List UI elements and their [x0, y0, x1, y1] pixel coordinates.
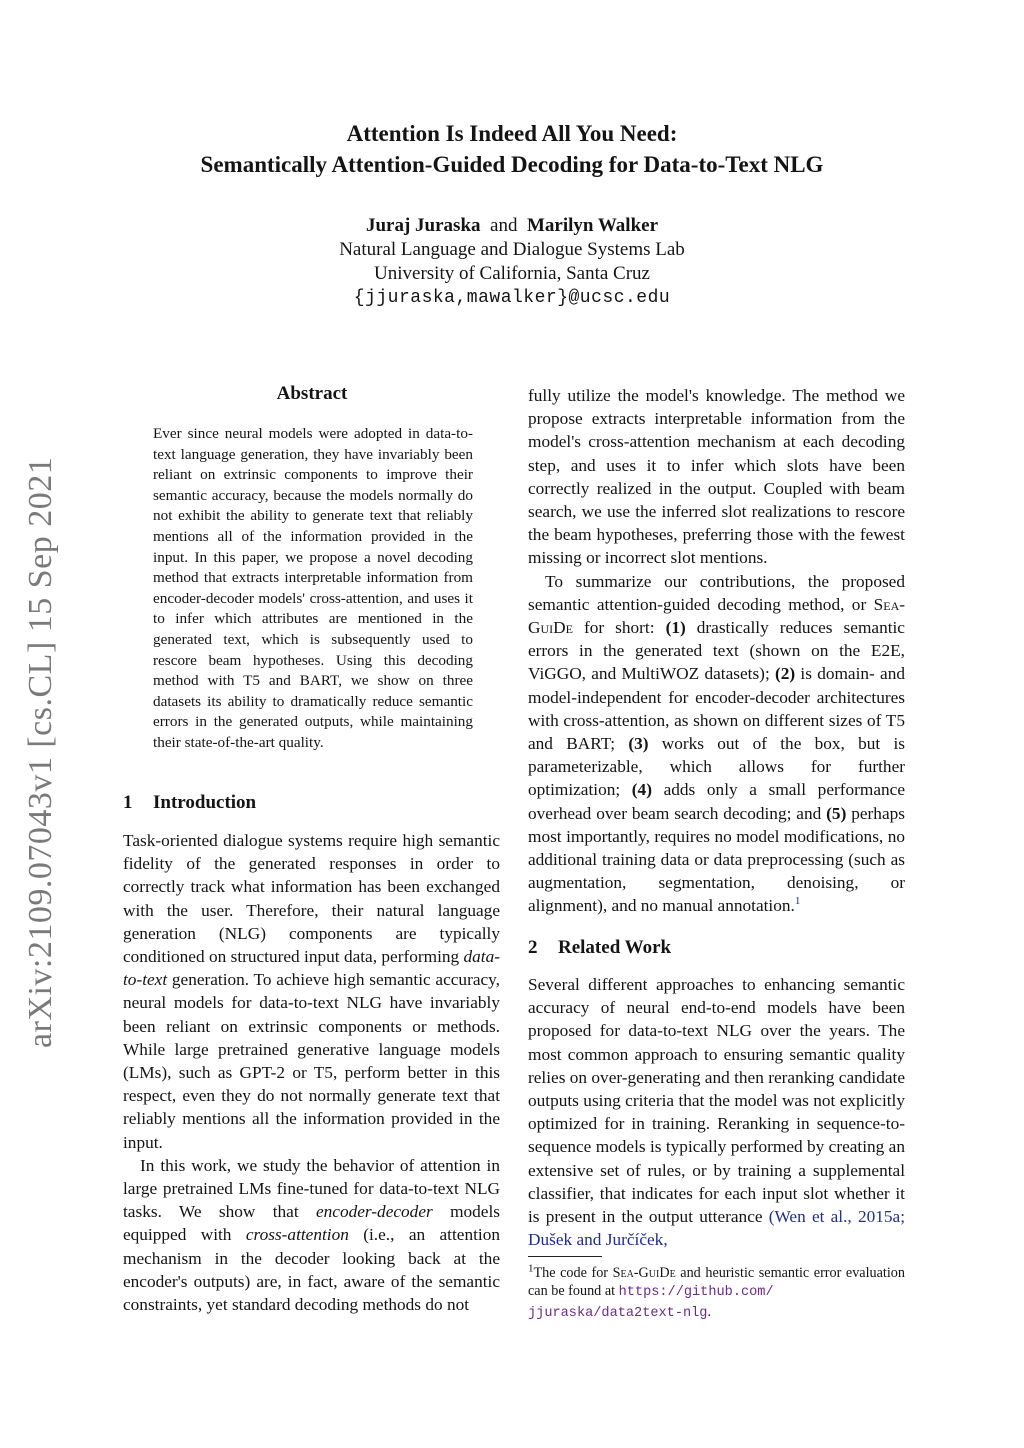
emphasis: cross-attention	[245, 1225, 349, 1245]
contribution-number: (5)	[826, 803, 847, 823]
intro-paragraph-contributions	[528, 570, 905, 918]
author-names	[0, 214, 1024, 238]
text-run: and heuristic semantic error evaluation can be found at	[528, 1265, 905, 1300]
affiliation: Natural Language and Dialogue Systems Lab	[339, 239, 685, 260]
method-name: Sea-GuiDe	[612, 1265, 676, 1281]
section-title: Related Work	[558, 937, 672, 958]
footnote-divider	[528, 1256, 602, 1257]
title-line-1: Attention Is Indeed All You Need:	[346, 121, 678, 146]
author-block	[0, 214, 1024, 310]
footnote-marker-link[interactable]: 1	[794, 895, 801, 908]
intro-left-column	[123, 829, 500, 1316]
contribution-number: (4)	[631, 780, 652, 800]
author-email: {jjuraska,mawalker}@ucsc.edu	[353, 288, 671, 308]
text-run: The code for	[533, 1265, 613, 1281]
text-run: Several different approaches to enhancing semantic accuracy of neural end-to-end models have been proposed for data-to-text NLG over the years. The most common approach to ensuring semantic quality relies on over-generating and then reranking candidate outputs using criteria that the model was not explicitly optimized for in training. Reranking in sequence-to-sequence models is typically performed by creating an extensive set of rules, or by training a supplemental classifier, that indicates for each input slot whether it is present in the output utterance	[528, 975, 905, 1227]
text-run: Task-oriented dialogue systems require high semantic fidelity of the generated responses in order to correctly track what information has been exchanged with the user. Therefore, their natural language generation (NLG) components are typically conditioned on structured input data, performing	[123, 831, 500, 967]
text-run: generation. To achieve high semantic accuracy, neural models for data-to-text NLG have invariably been reliant on extrinsic components or methods. While large pretrained generative language models (LMs), such as GPT-2 or T5, perform better in this respect, even they do not normally generate text that reliably mentions all the information provided in the input.	[123, 970, 500, 1152]
citation-link[interactable]: (Wen et al., 2015a; Dušek and Jurčíček,	[528, 1207, 905, 1250]
contribution-number: (1)	[665, 618, 686, 638]
abstract-body: Ever since neural models were adopted in data-to-text language generation, they have invariably been reliant on extrinsic components to improve their semantic accuracy, because the models normally do not exhibit the ability to generate text that reliably mentions all of the information provided in the input. In this paper, we propose a novel decoding method that extracts interpretable information from encoder-decoder models' cross-attention, and uses it to infer which attributes are mentioned in the generated text, which is subsequently used to rescore beam hypotheses. Using this decoding method with T5 and BART, we show on three datasets its ability to dramatically reduce semantic errors in the generated outputs, while maintaining their state-of-the-art quality.	[153, 425, 473, 751]
author-1: Juraj Juraska	[365, 215, 481, 236]
section-heading-introduction	[123, 792, 256, 814]
related-paragraph-1	[528, 973, 905, 1251]
intro-paragraph-1	[123, 829, 500, 1154]
university: University of California, Santa Cruz	[374, 263, 650, 284]
author-and: and	[490, 215, 518, 236]
text-run: .	[707, 1303, 712, 1320]
contribution-number: (3)	[628, 734, 649, 754]
text-run: is domain- and model-independent for encoder-decoder architectures with cross-attention, as shown on different sizes of T5 and BART;	[528, 664, 905, 754]
section-title: Introduction	[153, 792, 257, 813]
contribution-number: (2)	[775, 664, 796, 684]
related-work-column	[528, 973, 905, 1251]
paper-title	[0, 118, 1024, 180]
footnote	[528, 1264, 905, 1323]
method-name: Sea-GuiDe	[528, 594, 905, 638]
arxiv-sidebar	[12, 448, 59, 1048]
text-run: adds only a small performance overhead over beam search decoding; and	[528, 780, 905, 823]
title-line-2: Semantically Attention-Guided Decoding for Data-to-Text NLG	[200, 152, 824, 177]
intro-paragraph-2	[123, 1154, 500, 1316]
section-number: 1	[123, 792, 133, 813]
emphasis: data-to-text	[123, 947, 500, 990]
intro-right-column	[528, 384, 905, 918]
text-run: To summarize our contributions, the proposed semantic attention-guided decoding method, or	[528, 571, 905, 614]
arxiv-identifier: arXiv:2109.07043v1 [cs.CL] 15 Sep 2021	[22, 456, 59, 1048]
text-run: models equipped with	[123, 1202, 500, 1245]
intro-paragraph-3: fully utilize the model's knowledge. The method we propose extracts interpretable information from the model's cross-attention mechanism at each decoding step, and uses it to infer which slots have been correctly realized in the output. Coupled with beam search, we use the inferred slot realizations to rescore the beam hypotheses, preferring those with the fewest missing or incorrect slot mentions.	[528, 386, 905, 568]
text-run: In this work, we study the behavior of attention in large pretrained LMs fine-tuned for data-to-text NLG tasks. We show that	[123, 1155, 500, 1222]
text-run: works out of the box, but is parameterizable, which allows for further optimization;	[528, 734, 905, 800]
code-url-link[interactable]: jjuraska/data2text-nlg	[528, 1305, 708, 1321]
text-run: drastically reduces semantic errors in the generated text (shown on the E2E, ViGGO, and MultiWOZ datasets);	[528, 618, 905, 684]
section-heading-related-work	[528, 937, 671, 959]
text-run: perhaps most importantly, requires no model modifications, no additional training data or data preprocessing (such as augmentation, segmentation, denoising, or alignment), and no manual annotation.	[528, 803, 905, 916]
abstract-heading: Abstract	[276, 383, 348, 404]
author-2: Marilyn Walker	[526, 215, 659, 236]
text-run: (i.e., an attention mechanism in the decoder looking back at the encoder's outputs) are, in fact, aware of the semantic constraints, yet standard decoding methods do not	[123, 1225, 500, 1315]
code-url-link[interactable]: https://github.com/	[618, 1285, 774, 1301]
section-number: 2	[528, 937, 538, 958]
footnote-number: 1	[528, 1262, 534, 1275]
text-run: for short:	[572, 618, 666, 638]
emphasis: encoder-decoder	[315, 1202, 433, 1222]
